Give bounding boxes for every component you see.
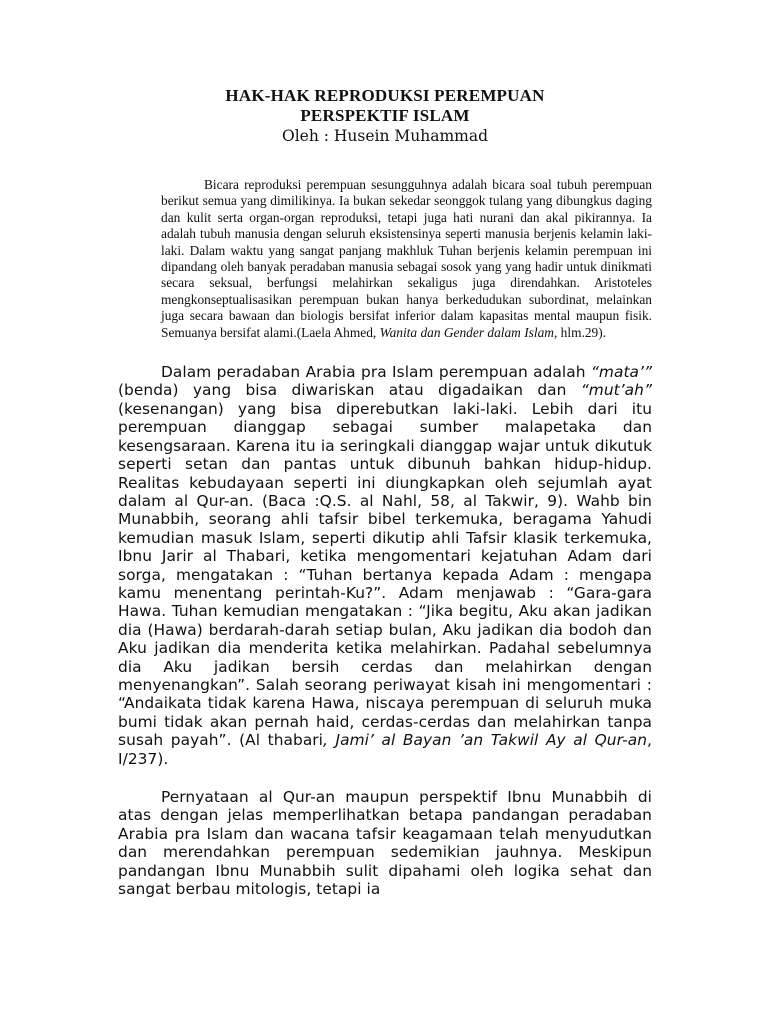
p1-text-c: (kesenangan) yang bisa diperebutkan laki-laki. Lebih dari itu perempuan dianggap sebagai sumber malapetaka dan kesengsaraan. Karena itu ia seringkali dianggap wajar untuk dikutuk seperti setan dan pantas untuk dibunuh bahkan hidup-hidup. Realitas kebudayaan seperti ini diungkapkan oleh sejumlah ayat dalam al Qur-an. (Baca :Q.S. al Nahl, 58, al Takwir, 9). Wahb bin Munabbih, seorang ahli tafsir bibel terkemuka, beragama Yahudi kemudian masuk Islam, seperti dikutip ahli Tafsir klasik terkemuka, Ibnu Jarir al Thabari, ketika mengomentari kejatuhan Adam dari sorga, mengatakan : “Tuhan bertanya kepada Adam : mengapa kamu menentang perintah-Ku?”. Adam menjawab : “Gara-gara Hawa. Tuhan kemudian mengatakan : “Jika begitu, Aku akan jadikan dia (Hawa) berdarah-darah setiap bulan, Aku jadikan dia bodoh dan Aku jadikan dia menderita ketika melahirkan. Padahal sebelumnya dia Aku jadikan bersih cerdas dan melahirkan dengan menyenangkan”. Salah seorang periwayat kisah ini mengomentari : “Andaikata tidak karena Hawa, niscaya perempuan di seluruh muka bumi tidak akan pernah haid, cerdas-cerdas dan melahirkan tanpa susah payah”. (Al thabari (118, 399, 652, 750)
abstract-citation-title: Wanita dan Gender dalam Islam (379, 324, 554, 340)
p1-citation-title: , Jami’ al Bayan ’an Takwil Ay al Qur-an (323, 731, 648, 750)
p1-term-mutah: “mut’ah” (580, 381, 652, 400)
abstract-citation-tail: , hlm.29). (553, 324, 607, 340)
p1-citation-tail: , I/237). (118, 731, 652, 768)
title-block (118, 86, 652, 147)
document-title-line-2: PERSPEKTIF ISLAM (300, 106, 470, 125)
p1-term-mata: “mata’” (590, 363, 652, 382)
body-paragraph-1 (118, 363, 652, 768)
document-title-line-1: HAK-HAK REPRODUKSI PEREMPUAN (225, 86, 545, 105)
p1-text-b: (benda) yang bisa diwariskan atau digadaikan dan (118, 381, 581, 400)
abstract-text: Bicara reproduksi perempuan sesungguhnya adalah bicara soal tubuh perempuan berikut semua yang dimilikinya. Ia bukan sekedar seonggok tulang yang dibungkus daging dan kulit serta organ-organ reproduksi, tetapi juga hati nurani dan akal pikirannya. Ia adalah tubuh manusia dengan seluruh eksistensinya seperti manusia berjenis kelamin laki-laki. Dalam waktu yang sangat panjang makhluk Tuhan berjenis kelamin perempuan ini dipandang oleh banyak peradaban manusia sebagai sosok yang yang hadir untuk dinikmati secara seksual, berfungsi melahirkan sekaligus juga direndahkan. Aristoteles mengkonseptualisasikan perempuan bukan hanya berkedudukan subordinat, melainkan juga secara bawaan dan biologis bersifat inferior dalam kapasitas mental maupun fisik. Semuanya bersifat alami.(Laela Ahmed, (161, 177, 652, 340)
author-line: Oleh : Husein Muhammad (281, 127, 489, 145)
p1-text-a: Dalam peradaban Arabia pra Islam perempuan adalah (161, 363, 591, 382)
abstract-paragraph (118, 177, 652, 341)
body-paragraph-2: Pernyataan al Qur-an maupun perspektif Ibnu Munabbih di atas dengan jelas memperlihatkan betapa pandangan peradaban Arabia pra Islam dan wacana tafsir keagamaan telah menyudutkan dan merendahkan perempuan sedemikian jauhnya. Meskipun pandangan Ibnu Munabbih sulit dipahami oleh logika sehat dan sangat berbau mitologis, tetapi ia (118, 788, 652, 899)
